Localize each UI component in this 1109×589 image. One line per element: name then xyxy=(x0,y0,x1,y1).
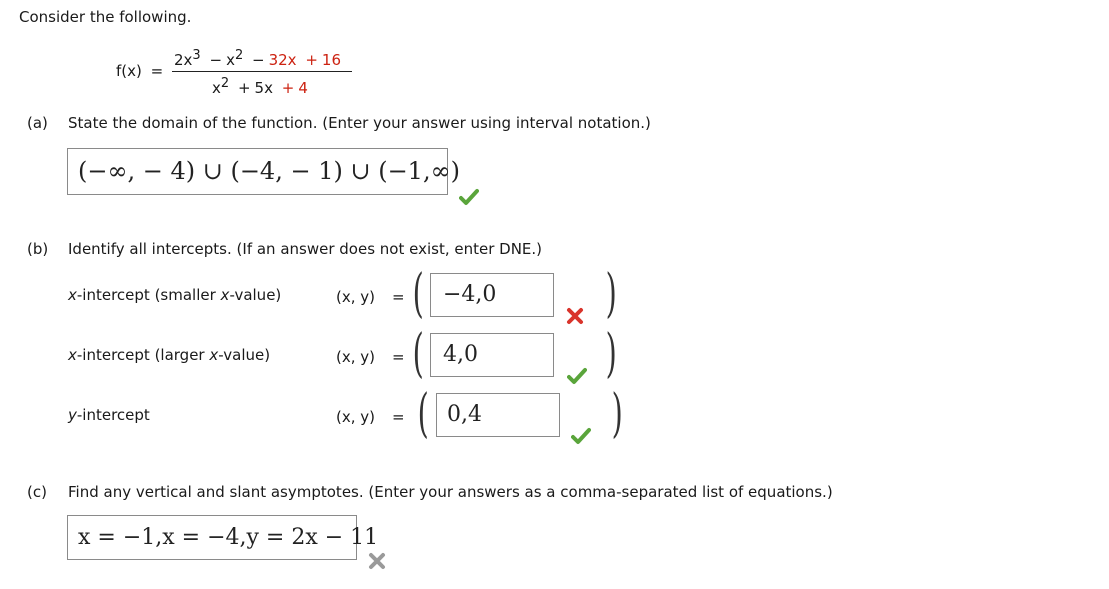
coord-label: (x, y) xyxy=(336,408,375,426)
open-paren: ( xyxy=(412,264,424,324)
x-intercept-larger-label: x-intercept (larger x-value) xyxy=(68,346,271,364)
close-paren: ) xyxy=(605,264,617,324)
y-intercept-input[interactable]: 0,4 xyxy=(436,393,560,437)
function-equals: = xyxy=(150,62,164,80)
checkmark-icon xyxy=(567,367,587,385)
part-b-label: (b) xyxy=(27,240,49,258)
open-paren: ( xyxy=(417,384,429,444)
function-lhs: f(x) xyxy=(116,62,142,80)
close-paren: ) xyxy=(611,384,623,444)
x-intercept-larger-input[interactable]: 4,0 xyxy=(430,333,554,377)
function-denominator: $x^2 + 5x + 4$ xyxy=(212,76,308,97)
close-paren: ) xyxy=(605,324,617,384)
cross-icon xyxy=(367,552,387,570)
cross-icon xyxy=(565,307,585,325)
open-paren: ( xyxy=(412,324,424,384)
fraction-bar xyxy=(172,71,352,72)
y-intercept-label: y-intercept xyxy=(68,406,150,424)
part-b-prompt: Identify all intercepts. (If an answer does not exist, enter DNE.) xyxy=(68,240,543,258)
part-a-label: (a) xyxy=(27,114,48,132)
asymptotes-answer-input[interactable]: x = −1,x = −4,y = 2x − 11 xyxy=(67,515,357,560)
function-numerator: $2x^3 - x^2 - 32x + 16$ xyxy=(174,48,342,69)
coord-label: (x, y) xyxy=(336,348,375,366)
domain-answer-input[interactable]: (−∞, − 4) ∪ (−4, − 1) ∪ (−1,∞) xyxy=(67,148,448,195)
part-a-prompt: State the domain of the function. (Enter your answer using interval notation.) xyxy=(68,114,651,132)
part-c-label: (c) xyxy=(27,483,47,501)
part-c-prompt: Find any vertical and slant asymptotes. (Enter your answers as a comma-separated list of equations.) xyxy=(68,483,833,501)
equals-sign: = xyxy=(392,348,405,366)
x-intercept-smaller-label: x-intercept (smaller x-value) xyxy=(68,286,282,304)
equals-sign: = xyxy=(392,288,405,306)
checkmark-icon xyxy=(459,188,479,206)
intro-text: Consider the following. xyxy=(19,8,192,26)
checkmark-icon xyxy=(571,427,591,445)
x-intercept-smaller-input[interactable]: −4,0 xyxy=(430,273,554,317)
coord-label: (x, y) xyxy=(336,288,375,306)
equals-sign: = xyxy=(392,408,405,426)
